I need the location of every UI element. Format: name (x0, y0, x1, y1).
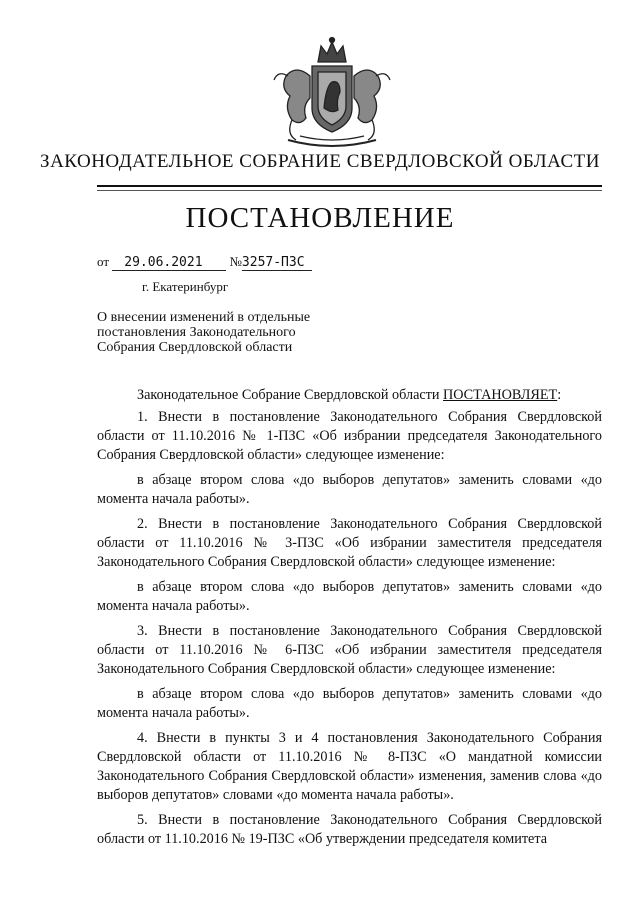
paragraph-4: 4. Внести в пункты 3 и 4 постановления Законодательного Собрания Свердловской области от 11.10.2016 № 8-ПЗС «О мандатной комиссии Законодательного Собрания Свердловской области» изменения, заменив слова «до выборов депутатов» словами «до момента начала работы». (97, 730, 602, 803)
paragraph-5: 5. Внести в постановление Законодательного Собрания Свердловской области от 11.10.2016 № 19-ПЗС «Об утверждении председателя комитета (97, 812, 602, 847)
number-prefix: № (229, 254, 242, 269)
document-type-title: ПОСТАНОВЛЕНИЕ (185, 202, 455, 234)
paragraph-2: 2. Внести в постановление Законодательного Собрания Свердловской области от 11.10.2016 № 3-ПЗС «Об избрании заместителя председателя Законодательного Собрания Свердловской области» следующее изменение: (97, 516, 602, 570)
header-divider-thin (97, 190, 602, 191)
number-field-underline (242, 254, 312, 271)
paragraph-1-change: в абзаце втором слова «до выборов депутатов» заменить словами «до момента начала работы». (97, 472, 602, 507)
date-prefix: от (97, 254, 110, 269)
header-divider-thick (97, 185, 602, 187)
document-body (97, 386, 602, 855)
intro-text: Законодательное Собрание Свердловской области (137, 387, 444, 403)
coat-of-arms-emblem (266, 36, 398, 154)
organization-name: ЗАКОНОДАТЕЛЬНОЕ СОБРАНИЕ СВЕРДЛОВСКОЙ ОБЛАСТИ (40, 151, 600, 172)
paragraph-3-change: в абзаце втором слова «до выборов депутатов» заменить словами «до момента начала работы». (97, 686, 602, 721)
number-value: 3257-ПЗС (241, 255, 305, 270)
paragraph-3: 3. Внести в постановление Законодательного Собрания Свердловской области от 11.10.2016 № 6-ПЗС «Об избрании заместителя председателя Законодательного Собрания Свердловской области» следующее изменение: (97, 623, 602, 677)
paragraph-2-change: в абзаце втором слова «до выборов депутатов» заменить словами «до момента начала работы». (97, 579, 602, 614)
intro-colon: : (557, 387, 562, 403)
resolves-keyword: ПОСТАНОВЛЯЕТ (443, 387, 558, 403)
date-number-line (97, 254, 312, 271)
intro-paragraph (97, 386, 602, 405)
date-field-underline (112, 254, 226, 271)
date-value: 29.06.2021 (124, 255, 203, 270)
document-subject: О внесении изменений в отдельные постановления Законодательного Собрания Свердловской области (97, 310, 311, 355)
city-line: г. Екатеринбург (142, 279, 229, 294)
paragraph-1: 1. Внести в постановление Законодательного Собрания Свердловской области от 11.10.2016 № 1-ПЗС «Об избрании председателя Законодательного Собрания Свердловской области» следующее изменение: (97, 409, 602, 463)
